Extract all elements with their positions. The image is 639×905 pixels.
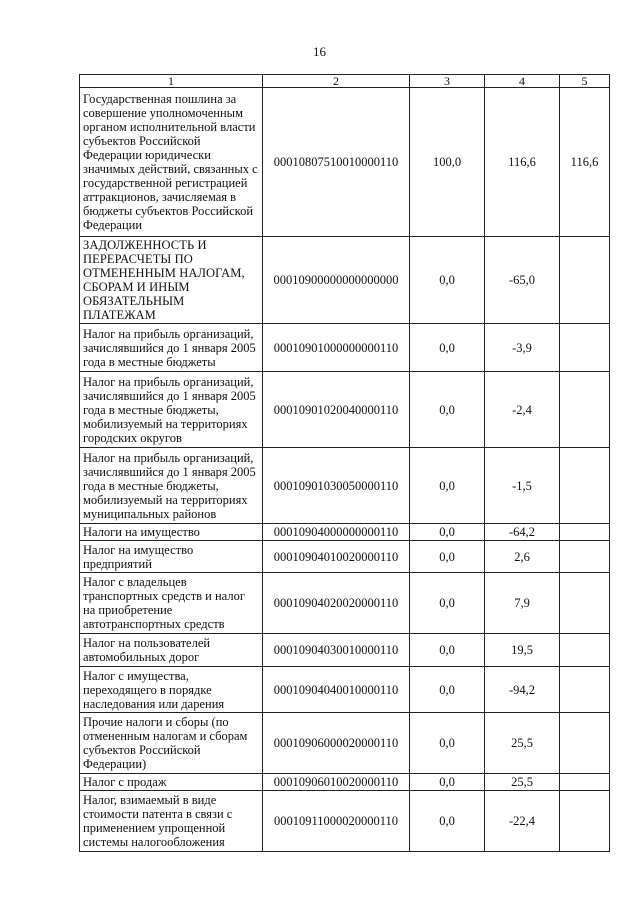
actual-value: 116,6 xyxy=(485,88,560,237)
col5-value xyxy=(560,791,610,852)
actual-value: -2,4 xyxy=(485,372,560,448)
actual-value: -3,9 xyxy=(485,324,560,372)
col5-value xyxy=(560,573,610,634)
actual-value: 2,6 xyxy=(485,541,560,573)
col5-value xyxy=(560,634,610,667)
row-description: Налог на прибыль организаций, зачислявшийся до 1 января 2005 года в местные бюджеты, мобилизуемый на территориях муниципальных районов xyxy=(80,448,263,524)
table-row xyxy=(80,237,610,324)
row-description: Налоги на имущество xyxy=(80,524,263,541)
plan-value: 0,0 xyxy=(410,237,485,324)
plan-value: 0,0 xyxy=(410,634,485,667)
budget-code: 00010901020040000110 xyxy=(263,372,410,448)
row-description: Прочие налоги и сборы (по отмененным налогам и сборам субъектов Российской Федерации) xyxy=(80,713,263,774)
table-row xyxy=(80,541,610,573)
row-description: Налог с имущества, переходящего в порядке наследования или дарения xyxy=(80,667,263,713)
budget-code: 00010901000000000110 xyxy=(263,324,410,372)
plan-value: 0,0 xyxy=(410,573,485,634)
plan-value: 0,0 xyxy=(410,667,485,713)
row-description: ЗАДОЛЖЕННОСТЬ И ПЕРЕРАСЧЕТЫ ПО ОТМЕНЕННЫМ НАЛОГАМ, СБОРАМ И ИНЫМ ОБЯЗАТЕЛЬНЫМ ПЛАТЕЖАМ xyxy=(80,237,263,324)
row-description: Налог на прибыль организаций, зачислявшийся до 1 января 2005 года в местные бюджеты, мобилизуемый на территориях городских округов xyxy=(80,372,263,448)
actual-value: -1,5 xyxy=(485,448,560,524)
col5-value xyxy=(560,448,610,524)
column-header: 5 xyxy=(560,75,610,88)
budget-code: 00010807510010000110 xyxy=(263,88,410,237)
actual-value: 7,9 xyxy=(485,573,560,634)
column-header: 3 xyxy=(410,75,485,88)
table-row xyxy=(80,88,610,237)
col5-value xyxy=(560,774,610,791)
page-number: 16 xyxy=(313,44,326,59)
col5-value xyxy=(560,524,610,541)
plan-value: 0,0 xyxy=(410,524,485,541)
table-row xyxy=(80,774,610,791)
plan-value: 0,0 xyxy=(410,372,485,448)
actual-value: -22,4 xyxy=(485,791,560,852)
row-description: Налог на пользователей автомобильных дорог xyxy=(80,634,263,667)
plan-value: 0,0 xyxy=(410,448,485,524)
budget-code: 00010906010020000110 xyxy=(263,774,410,791)
plan-value: 0,0 xyxy=(410,541,485,573)
row-description: Налог, взимаемый в виде стоимости патента в связи с применением упрощенной системы налогообложения xyxy=(80,791,263,852)
actual-value: 25,5 xyxy=(485,713,560,774)
col5-value xyxy=(560,713,610,774)
table-row xyxy=(80,573,610,634)
actual-value: 19,5 xyxy=(485,634,560,667)
table-row xyxy=(80,372,610,448)
table-row xyxy=(80,448,610,524)
budget-code: 00010904000000000110 xyxy=(263,524,410,541)
budget-code: 00010901030050000110 xyxy=(263,448,410,524)
actual-value: 25,5 xyxy=(485,774,560,791)
budget-code: 00010904030010000110 xyxy=(263,634,410,667)
table-row xyxy=(80,634,610,667)
col5-value xyxy=(560,541,610,573)
row-description: Налог с продаж xyxy=(80,774,263,791)
budget-code: 00010911000020000110 xyxy=(263,791,410,852)
col5-value xyxy=(560,372,610,448)
row-description: Налог с владельцев транспортных средств и налог на приобретение автотранспортных средств xyxy=(80,573,263,634)
budget-code: 00010904010020000110 xyxy=(263,541,410,573)
table-row xyxy=(80,524,610,541)
plan-value: 100,0 xyxy=(410,88,485,237)
actual-value: -94,2 xyxy=(485,667,560,713)
column-header: 1 xyxy=(80,75,263,88)
plan-value: 0,0 xyxy=(410,324,485,372)
budget-code: 00010900000000000000 xyxy=(263,237,410,324)
col5-value xyxy=(560,237,610,324)
column-header: 2 xyxy=(263,75,410,88)
col5-value: 116,6 xyxy=(560,88,610,237)
table-row xyxy=(80,324,610,372)
budget-code: 00010904020020000110 xyxy=(263,573,410,634)
row-description: Государственная пошлина за совершение уполномоченным органом исполнительной власти субъектов Российской Федерации юридически значимых действий, связанных с государственной регистрацией аттракционов, зачисляемая в бюджеты субъектов Российской Федерации xyxy=(80,88,263,237)
table-header-row xyxy=(80,75,610,88)
plan-value: 0,0 xyxy=(410,774,485,791)
table-row xyxy=(80,791,610,852)
table-row xyxy=(80,713,610,774)
budget-code: 00010906000020000110 xyxy=(263,713,410,774)
actual-value: -64,2 xyxy=(485,524,560,541)
actual-value: -65,0 xyxy=(485,237,560,324)
table-row xyxy=(80,667,610,713)
col5-value xyxy=(560,324,610,372)
revenue-table xyxy=(79,74,610,852)
col5-value xyxy=(560,667,610,713)
column-header: 4 xyxy=(485,75,560,88)
row-description: Налог на прибыль организаций, зачислявшийся до 1 января 2005 года в местные бюджеты xyxy=(80,324,263,372)
plan-value: 0,0 xyxy=(410,791,485,852)
plan-value: 0,0 xyxy=(410,713,485,774)
budget-code: 00010904040010000110 xyxy=(263,667,410,713)
row-description: Налог на имущество предприятий xyxy=(80,541,263,573)
